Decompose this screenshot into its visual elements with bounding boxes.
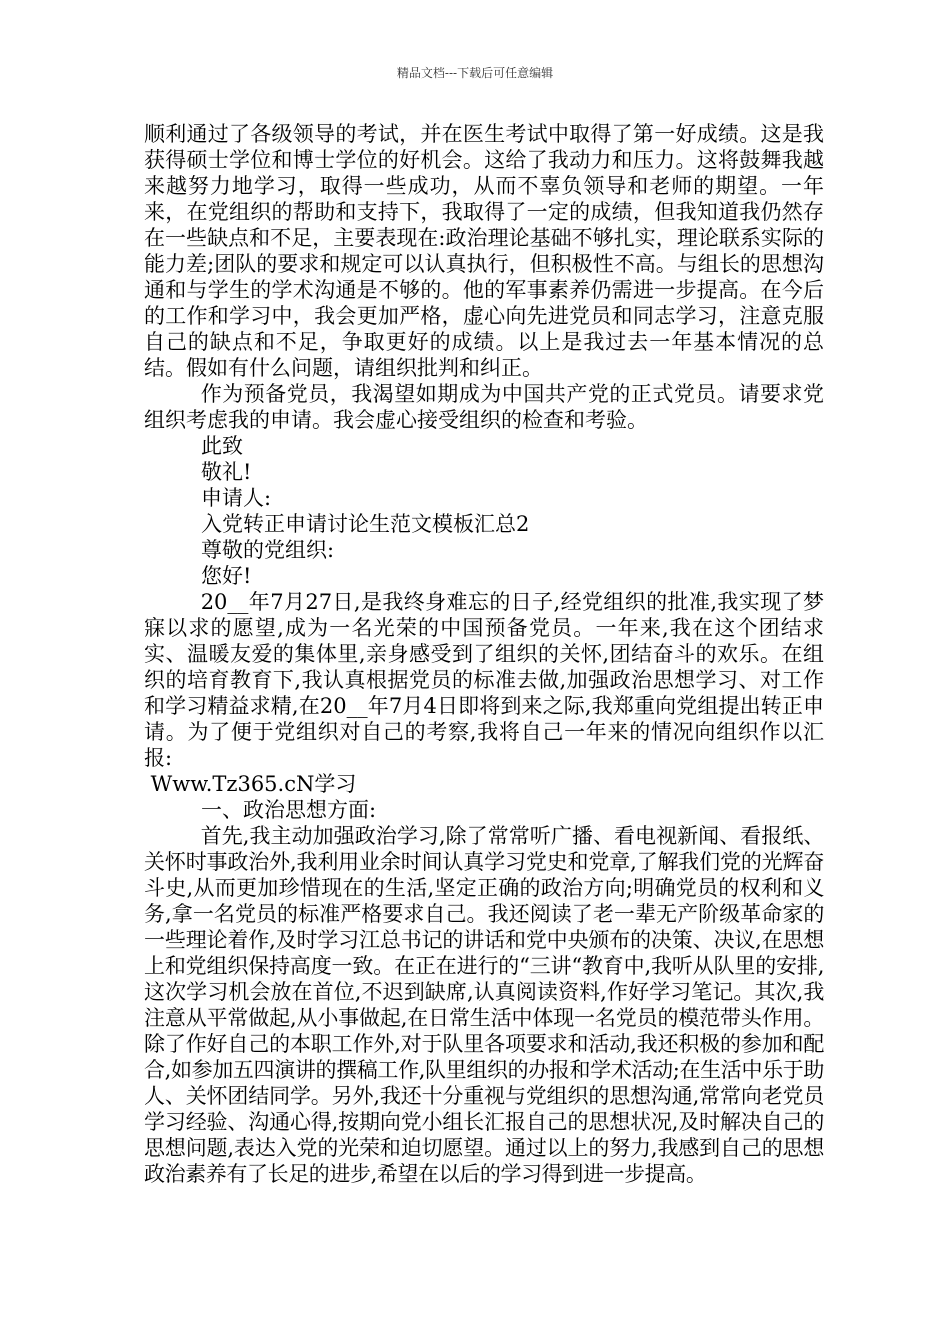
section-heading-political: 一、政治思想方面: [201,798,377,822]
website-line: Www.Tz365.cN学习 [144,772,357,796]
paragraph-introduction: 20__年7月27日,是我终身难忘的日子,经党组织的批准,我实现了梦寐以求的愿望,成为一名光荣的中国预备党员。一年来,我在这个团结求实、温暖友爱的集体里,亲身感受到了组织的关怀,团结奋斗的欢乐。在组织的培育教育下,我认真根据党员的标准去做,加强政治思想学习、对工作和学习精益求精,在20__年7月4日即将到来之际,我郑重向党组提出转正申请。为了便于党组织对自己的考察,我将自己一年来的情况向组织作以汇报: [144,590,824,770]
applicant-label: 申请人: [201,486,272,510]
greeting-recipient: 尊敬的党组织: [201,538,335,562]
greeting-hello: 您好! [201,564,252,588]
paragraph-self-evaluation: 顺利通过了各级领导的考试，并在医生考试中取得了第一好成绩。这是我获得硕士学位和博士学位的好机会。这给了我动力和压力。这将鼓舞我越来越努力地学习，取得一些成功，从而不辜负领导和老师的期望。一年来，在党组织的帮助和支持下，我取得了一定的成绩，但我知道我仍然存在一些缺点和不足，主要表现在:政治理论基础不够扎实，理论联系实际的能力差;团队的要求和规定可以认真执行，但积极性不高。与组长的思想沟通和与学生的学术沟通是不够的。他的军事素养仍需进一步提高。在今后的工作和学习中，我会更加严格，虚心向先进党员和同志学习，注意克服自己的缺点和不足，争取更好的成绩。以上是我过去一年基本情况的总结。假如有什么问题，请组织批判和纠正。 [144,122,824,380]
closing-salutation: 此致 [201,434,243,458]
paragraph-political-thought: 首先,我主动加强政治学习,除了常常听广播、看电视新闻、看报纸、关怀时事政治外,我利用业余时间认真学习党史和党章,了解我们党的光辉奋斗史,从而更加珍惜现在的生活,坚定正确的政治方向;明确党员的权利和义务,拿一名党员的标准严格要求自己。我还阅读了老一辈无产阶级革命家的一些理论着作,及时学习江总书记的讲话和党中央颁布的决策、决议,在思想上和党组织保持高度一致。在正在进行的“三讲“教育中,我听从队里的安排,这次学习机会放在首位,不迟到缺席,认真阅读资料,作好学习笔记。其次,我注意从平常做起,从小事做起,在日常生活中体现一名党员的模范带头作用。除了作好自己的本职工作外,对于队里各项要求和活动,我还积极的参加和配合,如参加五四演讲的撰稿工作,队里组织的办报和学术活动;在生活中乐于助人、关怀团结同学。另外,我还十分重视与党组织的思想沟通,常常向老党员学习经验、沟通心得,按期向党小组长汇报自己的思想状况,及时解决自己的思想问题,表达入党的光荣和迫切愿望。通过以上的努力,我感到自己的思想政治素养有了长足的进步,希望在以后的学习得到进一步提高。 [144,824,824,1186]
document-body [144,121,824,1187]
closing-regards: 敬礼! [201,460,252,484]
page-header: 精品文档---下载后可任意编辑 [396,66,554,80]
section-title: 入党转正申请讨论生范文模板汇总2 [201,512,530,536]
paragraph-request: 作为预备党员，我渴望如期成为中国共产党的正式党员。请要求党组织考虑我的申请。我会虚心接受组织的检查和考验。 [144,382,824,432]
